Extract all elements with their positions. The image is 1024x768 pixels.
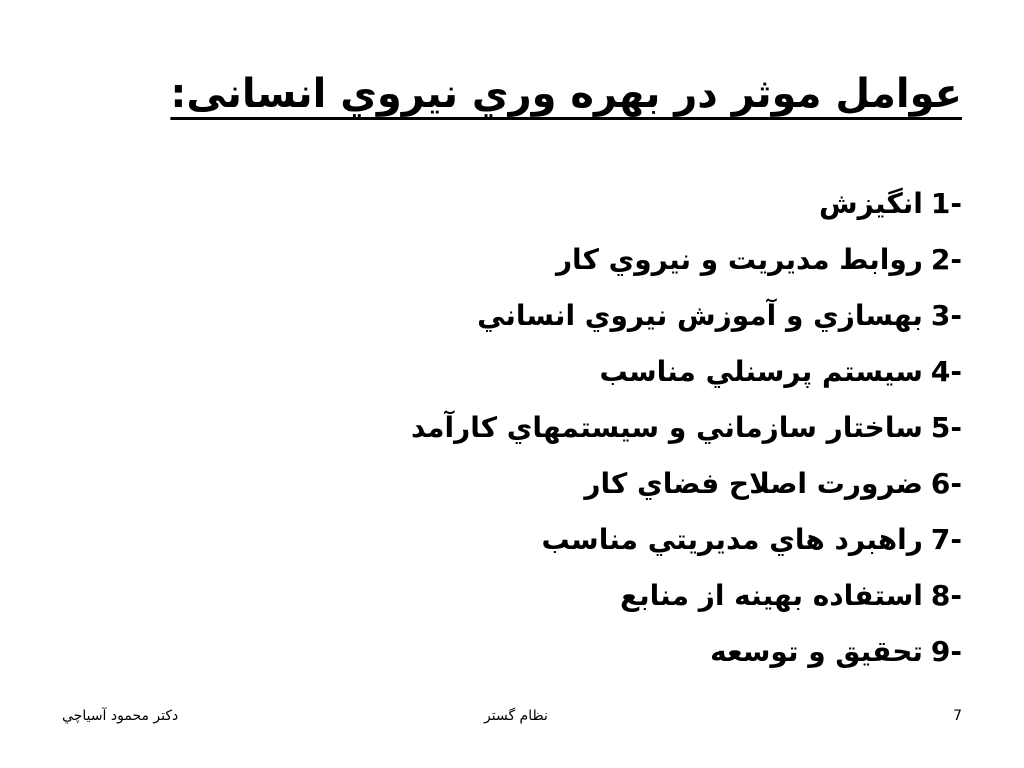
item-text: راهبرد هاي مديريتي مناسب	[541, 523, 923, 556]
list-item	[102, 344, 962, 400]
item-number: 1-	[930, 187, 962, 220]
list-item	[102, 624, 962, 680]
item-number: 7-	[930, 523, 962, 556]
factors-list	[102, 176, 962, 680]
list-item	[102, 232, 962, 288]
item-text: ضرورت اصلاح فضاي كار	[584, 467, 923, 500]
item-number: 2-	[930, 243, 962, 276]
item-text: ساختار سازماني و سيستمهاي كارآمد	[411, 411, 923, 444]
list-item	[102, 176, 962, 232]
item-number: 4-	[930, 355, 962, 388]
slide-title: عوامل موثر در بهره وري نيروي انسانی:	[170, 71, 962, 117]
list-item	[102, 568, 962, 624]
item-text: تحقيق و توسعه	[710, 635, 923, 668]
item-text: روابط مديريت و نيروي كار	[555, 243, 923, 276]
list-item	[102, 456, 962, 512]
list-item	[102, 288, 962, 344]
page-number: 7	[953, 708, 962, 724]
item-number: 3-	[930, 299, 962, 332]
item-number: 6-	[930, 467, 962, 500]
item-text: سيستم پرسنلي مناسب	[599, 355, 923, 388]
item-text: بهسازي و آموزش نيروي انساني	[477, 299, 923, 332]
list-item	[102, 400, 962, 456]
item-number: 5-	[930, 411, 962, 444]
item-number: 8-	[930, 579, 962, 612]
item-number: 9-	[930, 635, 962, 668]
footer-center-text: نظام گستر	[484, 708, 548, 724]
footer-author: دكتر محمود آسياچي	[62, 708, 179, 724]
item-text: استفاده بهينه از منابع	[620, 579, 923, 612]
item-text: انگيزش	[819, 187, 923, 220]
list-item	[102, 512, 962, 568]
